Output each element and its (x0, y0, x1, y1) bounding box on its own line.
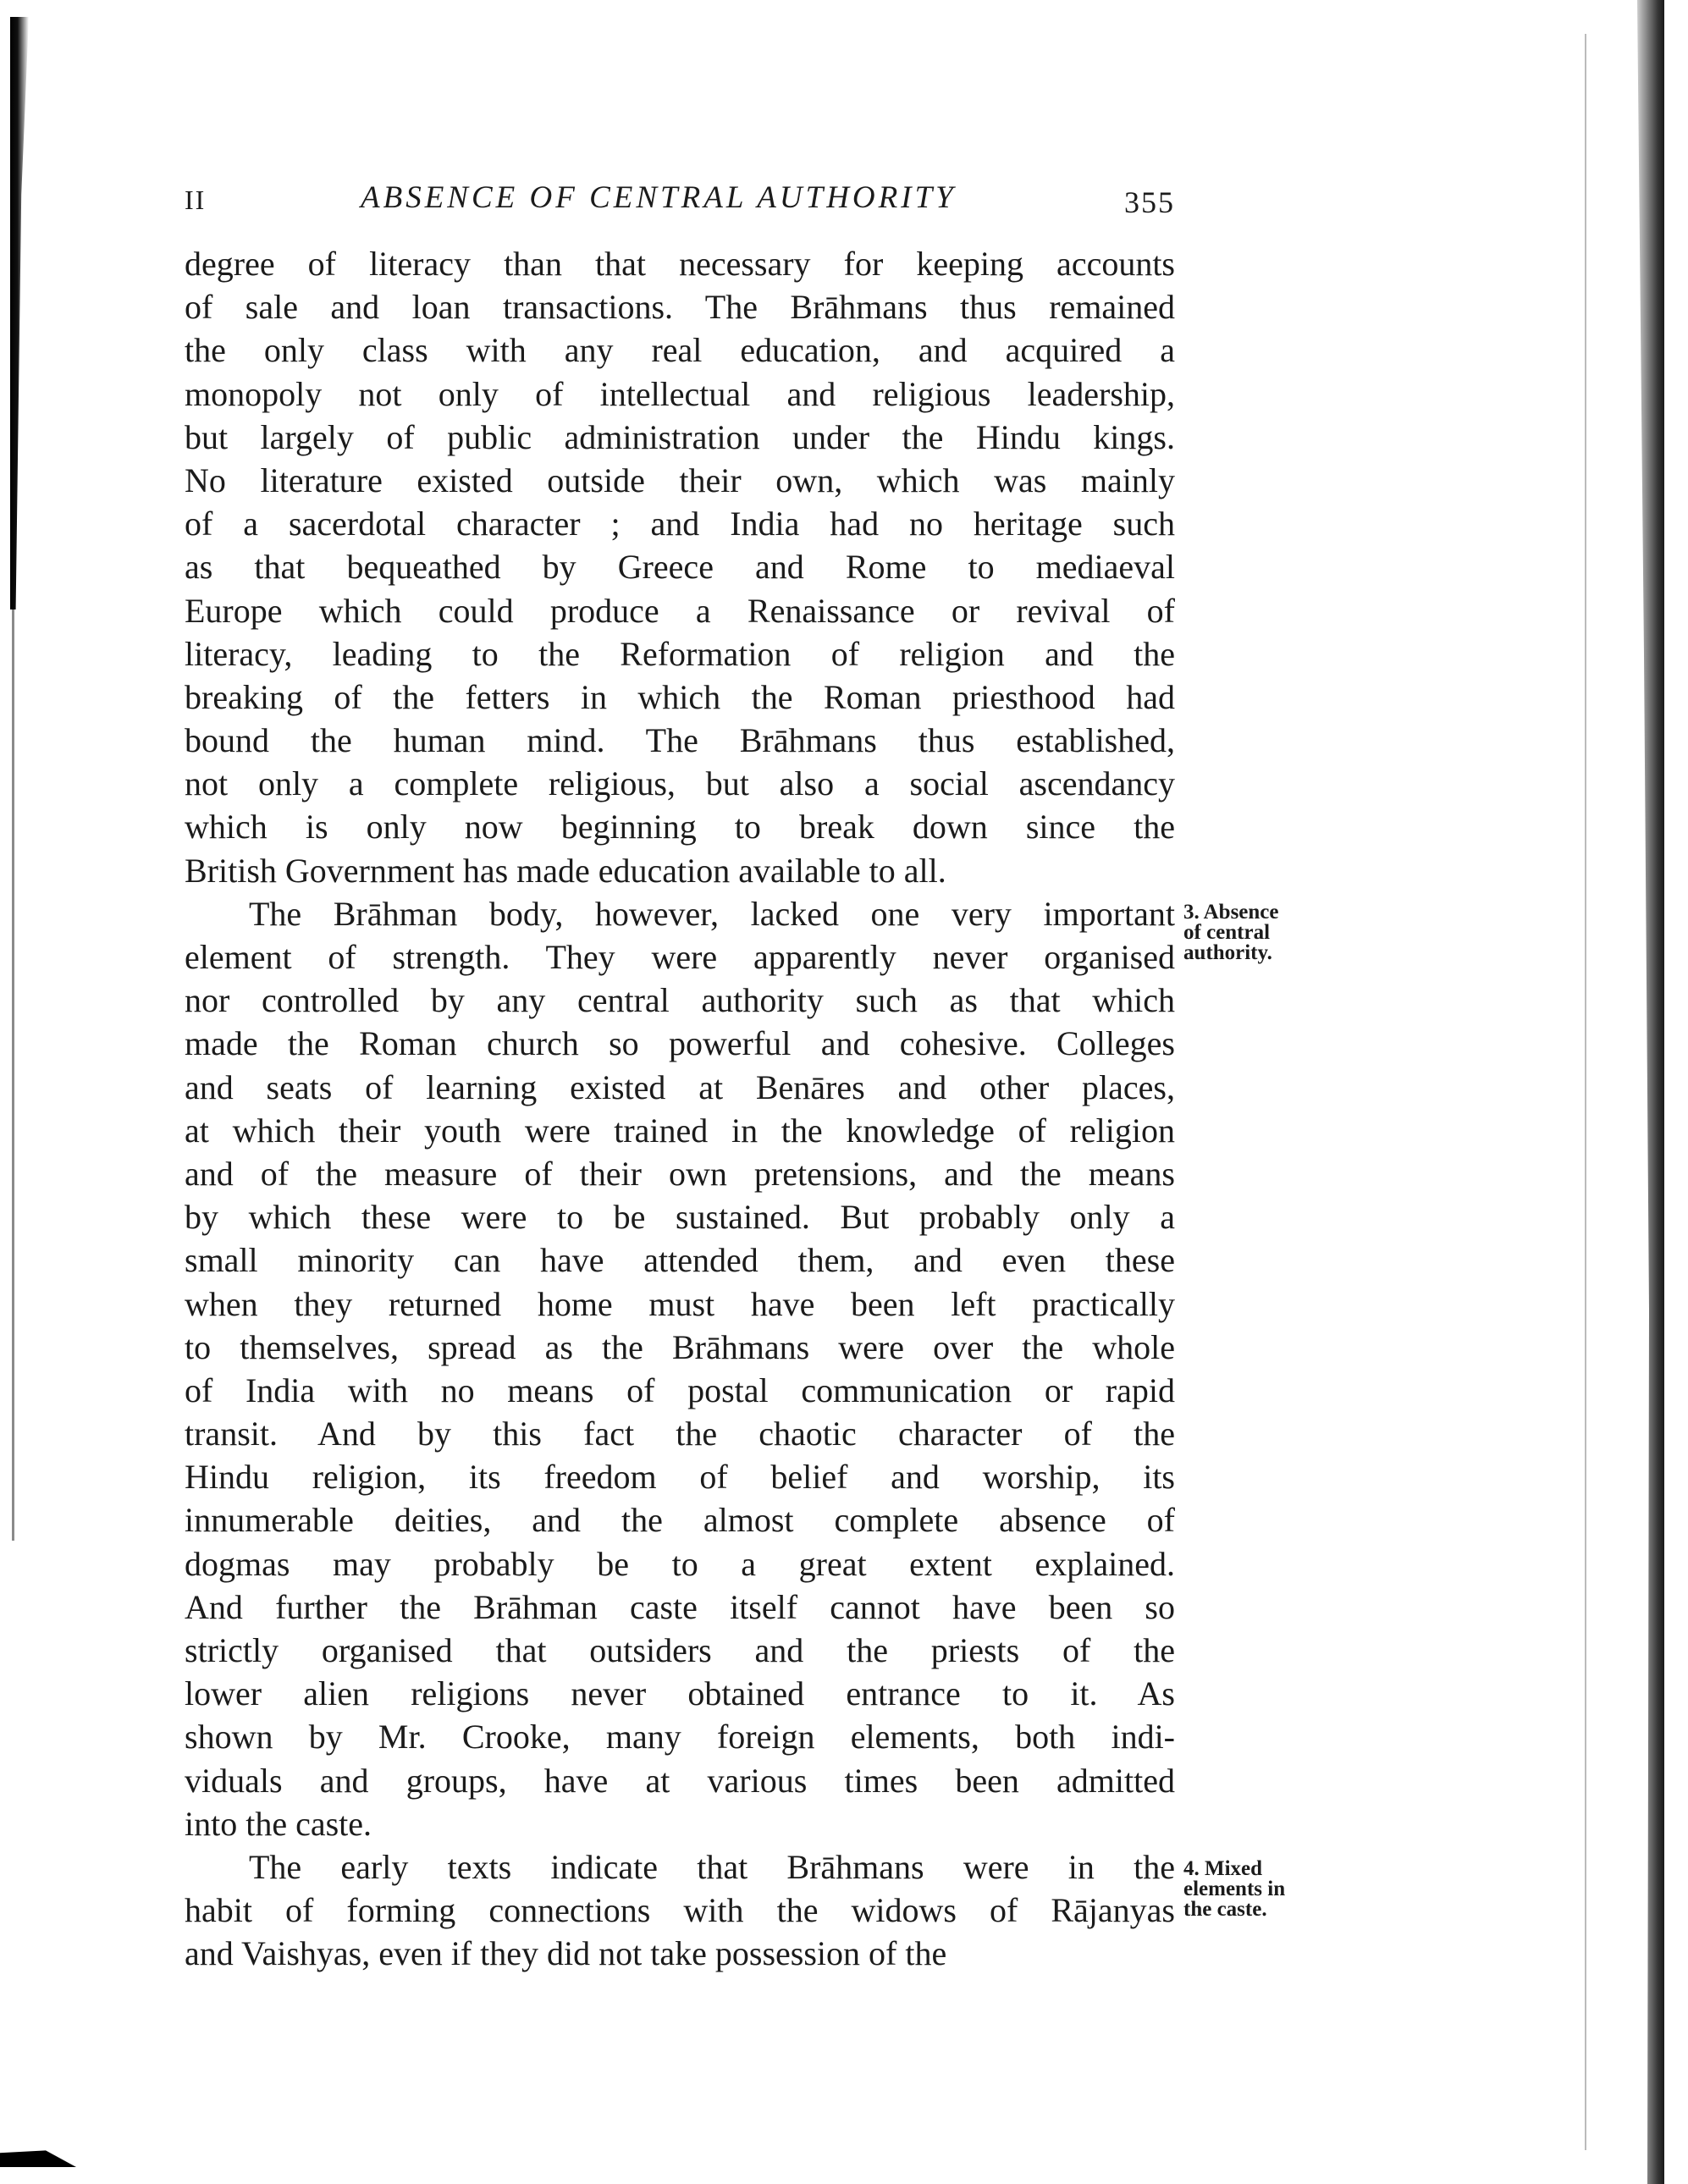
text-line: by which these were to be sustained. But probably only a (185, 1198, 1175, 1237)
paragraph-start-line: The early texts indicate that Brāhmans were in the (249, 1847, 1175, 1886)
text-line: Europe which could produce a Renaissance or revival of (185, 591, 1175, 630)
body-text (185, 242, 1175, 1976)
side-note-line: authority. (1183, 941, 1272, 964)
scan-edge-left (10, 17, 29, 609)
text-line: innumerable deities, and the almost complete absence of (185, 1501, 1175, 1540)
text-line: degree of literacy than that necessary for keeping accounts (185, 245, 1175, 283)
text-line: shown by Mr. Crooke, many foreign elements, both indi- (185, 1718, 1175, 1757)
text-line: made the Roman church so powerful and cohesive. Colleges (185, 1024, 1175, 1063)
text-line: the only class with any real education, and acquired a (185, 331, 1175, 370)
text-line: small minority can have attended them, and even these (185, 1241, 1175, 1280)
text-line: No literature existed outside their own, which was mainly (185, 461, 1175, 499)
side-note-line: 3. Absence (1183, 901, 1279, 924)
text-line: at which their youth were trained in the knowledge of religion (185, 1111, 1175, 1150)
paragraph-start-line: The Brāhman body, however, lacked one very important (249, 894, 1175, 933)
text-line: and of the measure of their own pretensions, and the means (185, 1154, 1175, 1193)
text-line: monopoly not only of intellectual and religious leadership, (185, 374, 1175, 413)
text-line: and seats of learning existed at Benāres and other places, (185, 1067, 1175, 1106)
text-line: And further the Brāhman caste itself cannot have been so (185, 1587, 1175, 1626)
side-note-line: 4. Mixed (1183, 1857, 1263, 1880)
text-line: habit of forming connections with the widows of Rājanyas (185, 1891, 1175, 1930)
running-title: ABSENCE OF CENTRAL AUTHORITY (361, 180, 957, 215)
text-line: lower alien religions never obtained entrance to it. As (185, 1674, 1175, 1713)
text-line: Hindu religion, its freedom of belief and worship, its (185, 1458, 1175, 1497)
text-line: and Vaishyas, even if they did not take possession of the (185, 1934, 947, 1973)
scan-edge-right-inner (1585, 34, 1586, 2150)
text-line: breaking of the fetters in which the Roman priesthood had (185, 677, 1175, 716)
text-line: when they returned home must have been left practically (185, 1284, 1175, 1323)
running-head (185, 179, 1175, 227)
text-line: element of strength. They were apparently never organised (185, 938, 1175, 976)
side-note-line: the caste. (1183, 1898, 1267, 1921)
chapter-number: II (185, 185, 207, 215)
text-line: bound the human mind. The Brāhmans thus established, (185, 721, 1175, 760)
scan-corner-mark (0, 2143, 76, 2167)
text-line: as that bequeathed by Greece and Rome to mediaeval (185, 548, 1175, 587)
text-line: to themselves, spread as the Brāhmans were over the whole (185, 1327, 1175, 1366)
text-line: not only a complete religious, but also a social ascendancy (185, 764, 1175, 803)
text-line: viduals and groups, have at various times been admitted (185, 1761, 1175, 1800)
text-line: which is only now beginning to break down since the (185, 808, 1175, 847)
text-line: but largely of public administration under the Hindu kings. (185, 417, 1175, 456)
text-line: transit. And by this fact the chaotic character of the (185, 1415, 1175, 1453)
text-line: literacy, leading to the Reformation of religion and the (185, 634, 1175, 673)
text-line: of India with no means of postal communication or rapid (185, 1371, 1175, 1409)
text-line: into the caste. (185, 1804, 372, 1843)
side-note-line: elements in (1183, 1878, 1286, 1900)
side-note-mixed-elements (1183, 1859, 1285, 1920)
text-line: of a sacerdotal character ; and India had no heritage such (185, 505, 1175, 543)
text-line: dogmas may probably be to a great extent explained. (185, 1544, 1175, 1583)
text-line: British Government has made education available to all. (185, 851, 946, 890)
side-note-line: of central (1183, 921, 1271, 944)
side-note-absence-of-central-authority (1183, 902, 1279, 963)
page-number: 355 (1124, 185, 1175, 219)
text-line: of sale and loan transactions. The Brāhmans thus remained (185, 288, 1175, 327)
scan-edge-left-line (12, 609, 14, 1541)
text-line: strictly organised that outsiders and the priests of the (185, 1631, 1175, 1669)
scan-edge-right (1630, 0, 1664, 2184)
text-line: nor controlled by any central authority such as that which (185, 981, 1175, 1020)
